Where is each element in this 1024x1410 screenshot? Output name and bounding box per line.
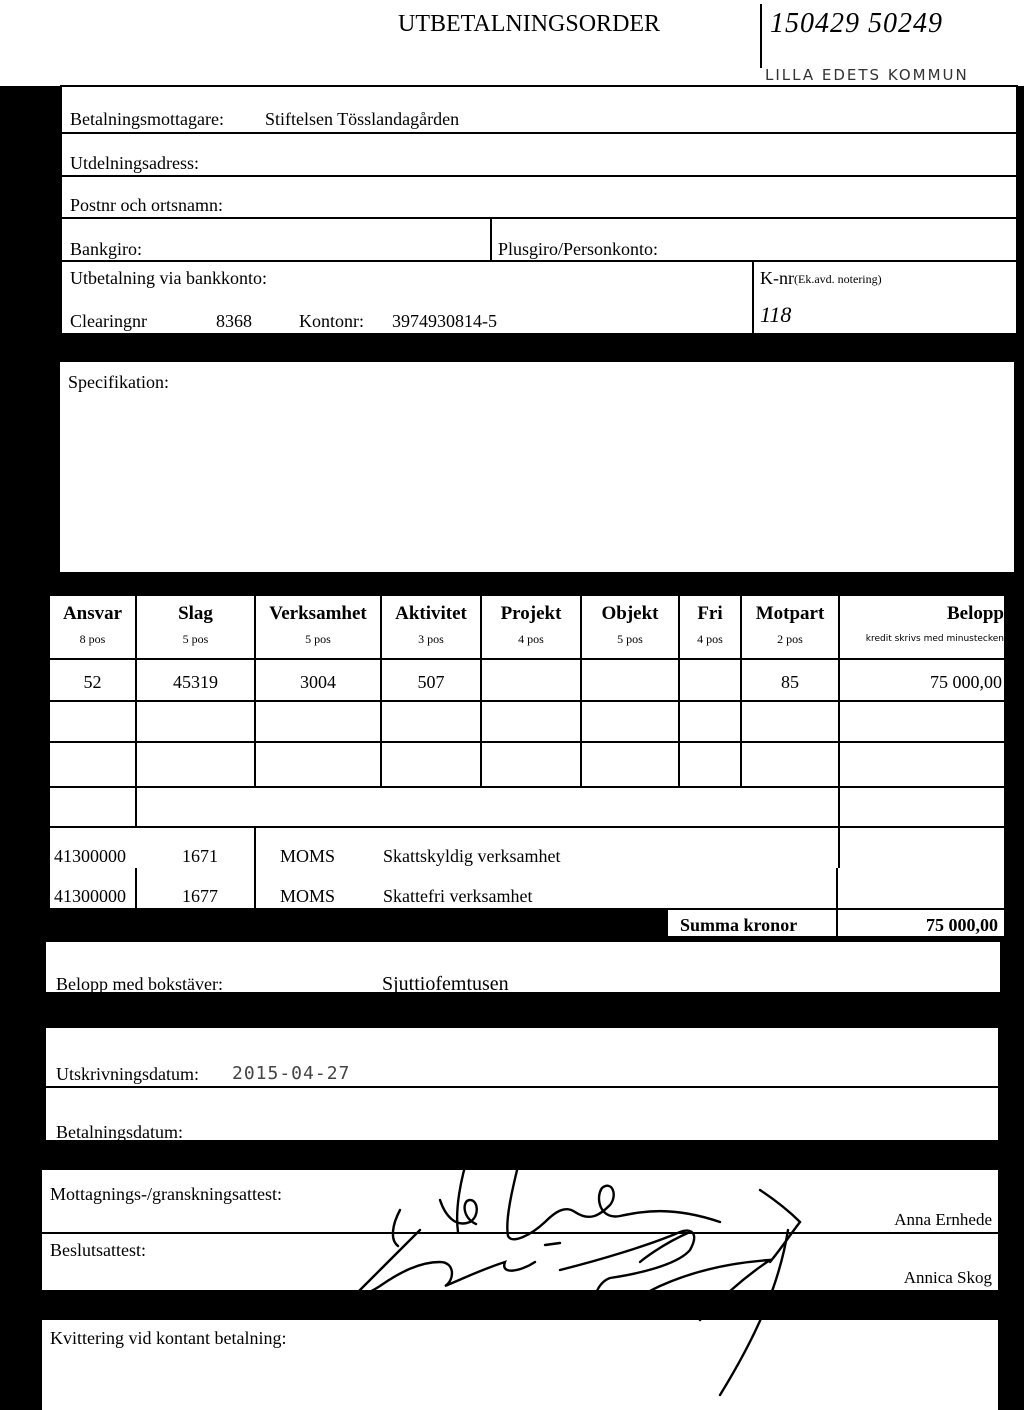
moms2-ansvar: 41300000 [54,886,126,906]
divider [254,868,256,908]
knr-value: 118 [760,302,792,327]
row1-verksamhet: 3004 [300,672,336,692]
amount-words-section [44,940,1002,994]
decision-attest-name: Annica Skog [903,1268,992,1287]
specification-label: Specifikation: [68,372,169,392]
col-header-projekt: Projekt [500,603,562,624]
divider [42,1232,998,1234]
divider [50,700,1004,702]
divider [50,741,1004,743]
municipality-stamp: LILLA EDETS KOMMUN [765,66,969,84]
recipient-value: Stiftelsen Tösslandagården [265,109,460,129]
plusgiro-label: Plusgiro/Personkonto: [498,239,659,259]
divider [50,826,1004,828]
divider [62,260,1016,262]
moms-row-2 [48,868,838,910]
belopp-cell-moms2 [836,868,1006,910]
row1-ansvar: 52 [83,672,102,692]
decision-attest-label: Beslutsattest: [50,1240,146,1260]
cash-receipt-section [40,1318,1000,1410]
divider [42,1290,998,1292]
issue-date-value: 2015-04-27 [232,1063,351,1084]
row1-aktivitet: 507 [417,672,445,692]
sum-value-cell [836,908,1006,938]
divider [480,596,482,788]
receipt-attest-label: Mottagnings-/granskningsattest: [50,1184,282,1204]
divider [678,596,680,788]
moms1-slag: 1671 [182,846,218,866]
row1-motpart: 85 [781,672,799,692]
address-label: Utdelningsadress: [70,153,199,173]
divider [580,596,582,788]
divider [62,175,1016,177]
col-header-verksamhet: Verksamhet [269,603,367,624]
col-header-objekt: Objekt [601,603,659,624]
divider [62,217,1016,219]
issue-date-label: Utskrivningsdatum: [56,1064,199,1084]
dates-section [44,1026,1000,1142]
sum-value: 75 000,00 [926,915,998,935]
col-pos-belopp: kredit skrivs med minustecken [865,634,1004,644]
col-pos-aktivitet: 3 pos [418,632,444,646]
moms1-type: MOMS [280,846,336,866]
row1-belopp: 75 000,00 [930,672,1002,692]
col-header-ansvar: Ansvar [62,603,123,624]
col-pos-motpart: 2 pos [777,632,803,646]
recipient-label: Betalningsmottagare: [70,109,224,129]
moms1-desc: Skattskyldig verksamhet [383,846,561,866]
amount-words-label: Belopp med bokstäver: [56,974,223,994]
knr-label: K-nr [760,268,794,288]
col-header-fri: Fri [697,603,723,624]
divider [254,828,256,868]
divider [135,596,137,828]
form-title: UTBETALNINGSORDER [398,11,661,37]
sum-label: Summa kronor [680,915,798,935]
col-pos-ansvar: 8 pos [79,632,106,646]
col-pos-projekt: 4 pos [518,632,544,646]
divider [50,786,1004,788]
postal-label: Postnr och ortsnamn: [70,195,223,215]
receipt-attest-name: Anna Ernhede [894,1210,992,1229]
account-value: 3974930814-5 [392,311,497,331]
col-header-slag: Slag [178,603,213,624]
row1-slag: 45319 [173,672,218,692]
col-pos-verksamhet: 5 pos [305,632,331,646]
attest-section [40,1168,1000,1294]
moms1-ansvar: 41300000 [54,846,126,866]
col-header-motpart: Motpart [755,603,825,624]
handwritten-reference: 150429 50249 [770,8,943,39]
payment-date-label: Betalningsdatum: [56,1122,183,1142]
header-bar [0,0,1024,86]
divider [50,658,1004,660]
moms2-desc: Skattefri verksamhet [383,886,533,906]
col-pos-slag: 5 pos [182,632,209,646]
payee-section [60,85,1018,335]
col-pos-fri: 4 pos [697,632,723,646]
divider [490,219,492,261]
cash-receipt-label: Kvittering vid kontant betalning: [50,1328,287,1348]
clearing-value: 8368 [216,311,252,331]
col-header-belopp: Belopp [946,603,1004,624]
knr-note: (Ek.avd. notering) [794,272,882,286]
bank-account-label: Utbetalning via bankkonto: [70,268,267,288]
specification-section [58,360,1016,574]
amount-words-value: Sjuttiofemtusen [382,973,509,995]
divider [46,1086,998,1088]
header-divider [760,4,762,68]
moms2-type: MOMS [280,886,336,906]
clearing-label: Clearingnr [70,311,147,331]
account-label: Kontonr: [299,311,364,331]
bankgiro-label: Bankgiro: [70,239,142,259]
moms2-slag: 1677 [182,886,218,906]
accounting-table [48,594,1006,870]
col-pos-objekt: 5 pos [617,632,643,646]
col-header-aktivitet: Aktivitet [395,603,467,624]
divider [135,868,137,908]
divider [62,132,1016,134]
sum-label-cell [666,908,838,938]
divider [752,262,754,333]
